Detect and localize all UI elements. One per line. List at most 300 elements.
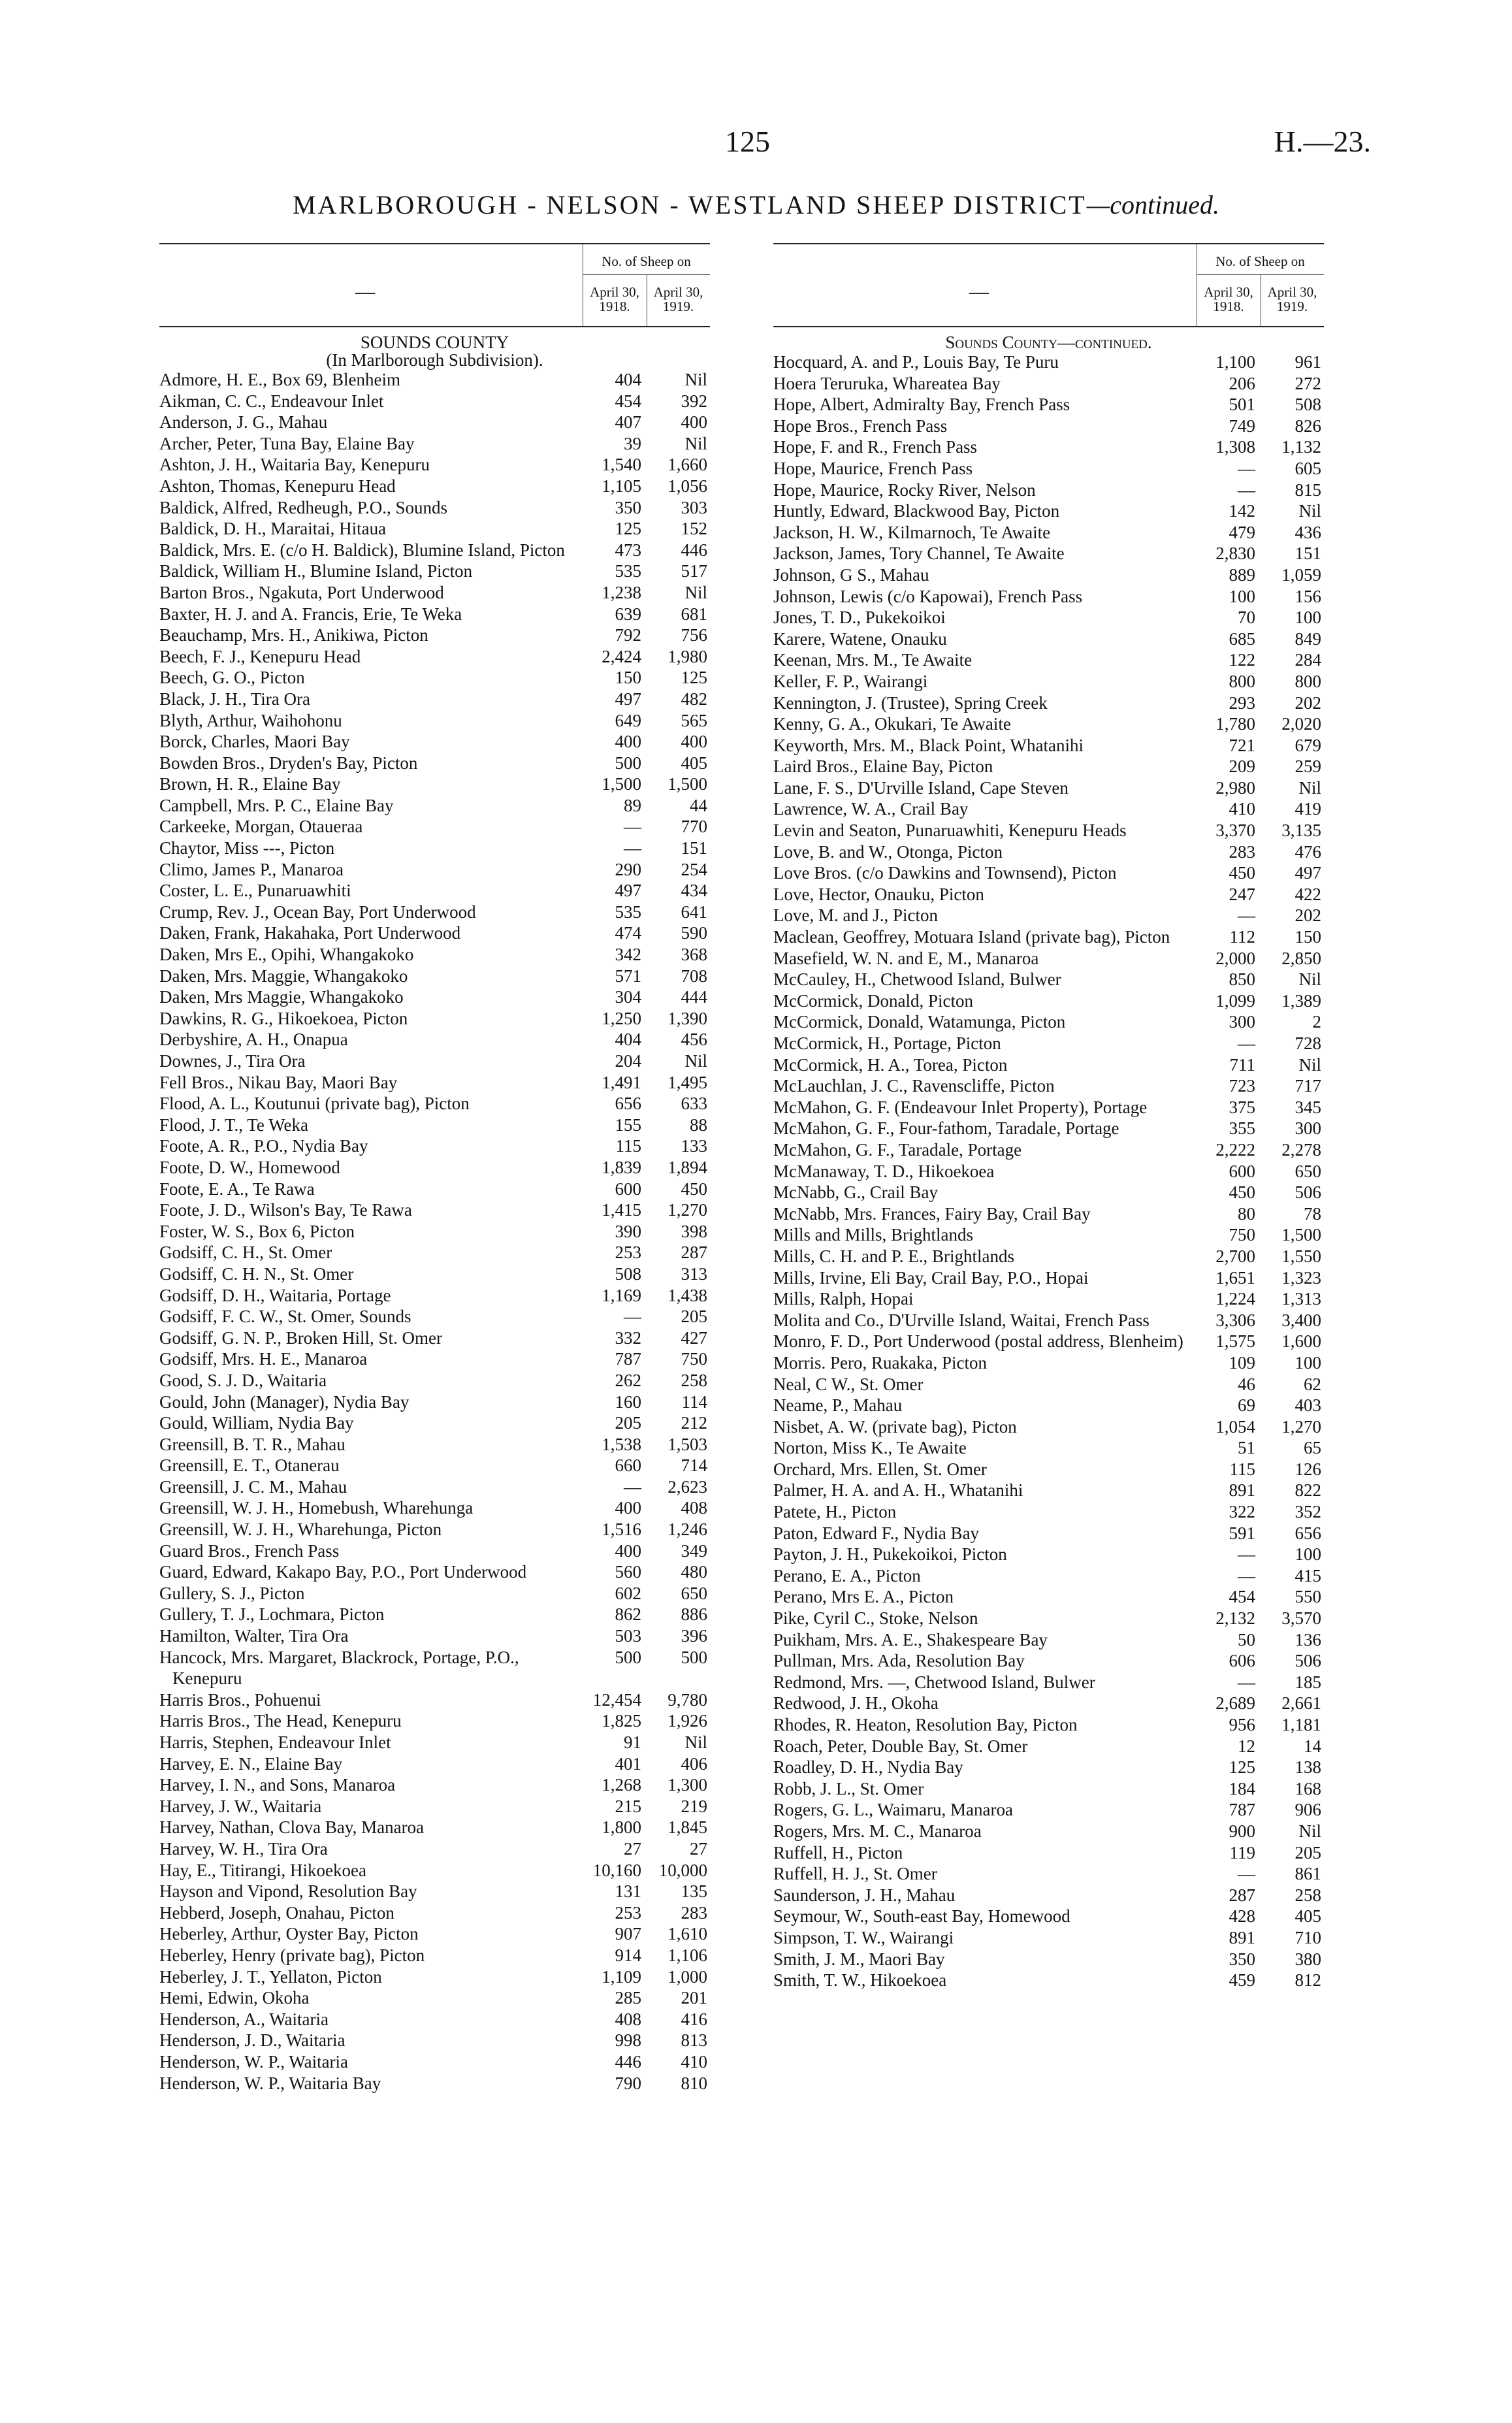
table-row [159,540,710,561]
owner-name: Good, S. J. D., Waitaria [159,1370,327,1390]
table-row [773,1054,1324,1076]
sheep-1918: 91 [624,1732,641,1752]
sheep-1918: 2,700 [1215,1246,1255,1266]
owner-name: Johnson, Lewis (c/o Kapowai), French Pass [773,586,1083,606]
owner-name: McCormick, H. A., Torea, Picton [773,1054,1008,1075]
sheep-1918: 2,000 [1215,948,1255,968]
table-row [773,1011,1324,1033]
sheep-1919: 10,000 [658,1860,707,1880]
table-row [159,1881,710,1902]
table-row [159,1583,710,1604]
sheep-1919: 1,600 [1281,1331,1321,1352]
owner-name: Harvey, E. N., Elaine Bay [159,1753,343,1774]
sheep-1918: 450 [1229,1182,1255,1203]
owner-name: Foote, D. W., Homewood [159,1157,340,1177]
sheep-1919: 9,780 [668,1689,707,1710]
owner-name: Love Bros. (c/o Dawkins and Townsend), Picton [773,863,1117,883]
table-row [159,1519,710,1540]
table-row [159,1604,710,1625]
owner-name: Climo, James P., Manaroa [159,859,344,879]
table-row [159,1860,710,1881]
sheep-1919: 906 [1295,1800,1321,1820]
sheep-1919: 506 [1295,1651,1321,1671]
sheep-1919: 456 [681,1030,707,1050]
sheep-1918: — [1238,1565,1255,1586]
owner-name: Foote, A. R., P.O., Nydia Bay [159,1136,368,1156]
table-row [159,1732,710,1753]
owner-name: Gullery, S. J., Picton [159,1583,305,1603]
owner-name: Blyth, Arthur, Waihohonu [159,710,342,730]
table-row [159,1263,710,1285]
sheep-1918: 497 [615,881,641,901]
sheep-1918: 400 [615,732,641,752]
owner-name: Crump, Rev. J., Ocean Bay, Port Underwood [159,902,476,922]
sheep-1918: — [1238,1544,1255,1565]
owner-name: Daken, Mrs Maggie, Whangakoko [159,987,404,1007]
table-row [773,1224,1324,1246]
sheep-1919: 500 [681,1647,707,1667]
table-row [159,1008,710,1030]
sheep-1919: 1,926 [668,1711,707,1731]
sheep-1919: 2,623 [668,1476,707,1497]
sheep-1919: 605 [1295,458,1321,478]
table-row [159,1327,710,1349]
sheep-1919: 303 [681,497,707,517]
owner-name: Heberley, J. T., Yellaton, Picton [159,1966,382,1987]
table-row [773,1501,1324,1523]
right-header-1919: April 30, 1919. [1267,284,1317,314]
owner-name: Pullman, Mrs. Ada, Resolution Bay [773,1651,1025,1671]
sheep-1919: 284 [1295,650,1321,670]
table-row [159,1072,710,1094]
left-table-header [159,243,710,327]
sheep-1918: 46 [1238,1374,1255,1394]
sheep-1918: 400 [615,1540,641,1561]
owner-name: Orchard, Mrs. Ellen, St. Omer [773,1459,987,1479]
owner-name: Hancock, Mrs. Margaret, Blackrock, Portage, P.O., Kenepuru [159,1647,519,1689]
sheep-1918: 1,105 [602,476,641,496]
left-header-1919: April 30, 1919. [653,284,703,314]
table-row [159,753,710,774]
owner-name: Daken, Frank, Hakahaka, Port Underwood [159,923,461,943]
sheep-1918: 1,825 [602,1711,641,1731]
sheep-1918: 408 [615,2009,641,2029]
owner-name: Love, B. and W., Otonga, Picton [773,841,1003,862]
sheep-1919: Nil [1298,501,1321,521]
table-row [773,394,1324,415]
sheep-1919: 1,389 [1281,990,1321,1011]
table-row [159,1945,710,1966]
table-row [773,1714,1324,1736]
owner-name: Campbell, Mrs. P. C., Elaine Bay [159,795,394,815]
table-row [159,1923,710,1945]
sheep-1918: 112 [1229,927,1255,947]
sheep-1918: 115 [1229,1459,1255,1479]
owner-name: Karere, Watene, Onauku [773,628,947,649]
sheep-1919: 1,300 [668,1775,707,1795]
table-row [773,1544,1324,1565]
owner-name: Hemi, Edwin, Okoha [159,1988,310,2008]
sheep-1918: 1,100 [1215,352,1255,372]
sheep-1918: 571 [615,966,641,986]
sheep-1918: 100 [1229,586,1255,606]
owner-name: Redmond, Mrs. —, Chetwood Island, Bulwer [773,1672,1095,1692]
sheep-1918: 119 [1229,1842,1255,1862]
sheep-1918: 956 [1229,1715,1255,1734]
owner-name: Norton, Miss K., Te Awaite [773,1438,967,1458]
table-row [773,841,1324,863]
sheep-1919: 44 [690,795,707,815]
table-row [773,862,1324,884]
sheep-1919: 656 [1295,1523,1321,1543]
right-table-header [773,243,1324,327]
table-row [773,1331,1324,1352]
owner-name: Baldick, Alfred, Redheugh, P.O., Sounds [159,497,447,517]
sheep-1918: — [1238,905,1255,926]
sheep-1918: 2,980 [1215,777,1255,798]
sheep-1918: 322 [1229,1502,1255,1522]
sheep-1919: 406 [681,1753,707,1774]
owner-name: Paton, Edward F., Nydia Bay [773,1523,980,1543]
table-row [159,2030,710,2051]
owner-name: Palmer, H. A. and A. H., Whatanihi [773,1480,1023,1501]
table-row [159,476,710,497]
sheep-1919: Nil [684,1051,707,1071]
sheep-1919: 27 [690,1838,707,1859]
sheep-1919: 770 [681,817,707,837]
left-header-dash: — [355,281,375,302]
sheep-1919: 62 [1304,1374,1321,1394]
sheep-1919: 258 [1295,1885,1321,1905]
sheep-1918: 446 [615,2051,641,2072]
table-row [773,436,1324,458]
sheep-1918: 160 [615,1391,641,1412]
owner-name: McLauchlan, J. C., Ravenscliffe, Picton [773,1076,1055,1096]
sheep-1919: Nil [684,370,707,389]
sheep-1919: 427 [681,1327,707,1348]
sheep-1919: 1,181 [1281,1715,1321,1734]
table-row [773,969,1324,990]
sheep-1919: 300 [1295,1118,1321,1139]
sheep-1918: 454 [615,391,641,411]
sheep-1919: 422 [1295,884,1321,904]
owner-name: Lawrence, W. A., Crail Bay [773,799,969,819]
owner-name: Levin and Seaton, Punaruawhiti, Kenepuru Heads [773,821,1127,841]
table-row [773,1310,1324,1331]
sheep-1918: 473 [615,540,641,560]
sheep-1919: 380 [1295,1949,1321,1969]
sheep-1919: 1,660 [668,455,707,475]
owner-name: Foote, E. A., Te Rawa [159,1179,315,1199]
sheep-1919: 1,313 [1281,1289,1321,1309]
table-row [159,1540,710,1562]
owner-name: Borck, Charles, Maori Bay [159,732,350,752]
sheep-1918: 300 [1229,1012,1255,1032]
owner-name: Derbyshire, A. H., Onapua [159,1030,348,1050]
sheep-1919: 1,270 [668,1200,707,1220]
owner-name: Keyworth, Mrs. M., Black Point, Whatanihi [773,735,1084,755]
sheep-1918: 109 [1229,1352,1255,1373]
sheep-1919: 679 [1295,735,1321,755]
owner-name: Harris Bros., The Head, Kenepuru [159,1711,402,1731]
sheep-1919: 254 [681,859,707,879]
table-row [773,1842,1324,1864]
table-row [159,1157,710,1179]
sheep-1918: 262 [615,1370,641,1390]
table-row [773,1821,1324,1842]
owner-name: Smith, J. M., Maori Bay [773,1949,945,1969]
table-row [159,902,710,923]
sheep-1918: 50 [1238,1629,1255,1650]
owner-name: Henderson, W. P., Waitaria Bay [159,2073,381,2093]
owner-name: Baxter, H. J. and A. Francis, Erie, Te Weka [159,604,462,624]
sheep-1919: 497 [1295,863,1321,883]
sheep-1919: 408 [681,1498,707,1518]
sheep-1918: 2,830 [1215,544,1255,564]
sheep-1919: 822 [1295,1480,1321,1501]
owner-name: Dawkins, R. G., Hikoekoea, Picton [159,1008,408,1028]
owner-name: Seymour, W., South-east Bay, Homewood [773,1906,1070,1927]
sheep-1918: 914 [615,1945,641,1965]
owner-name: Carkeeke, Morgan, Otaueraa [159,817,363,837]
sheep-1919: 728 [1295,1033,1321,1053]
owner-name: Foote, J. D., Wilson's Bay, Te Rawa [159,1200,412,1220]
sheep-1918: 1,109 [602,1966,641,1987]
table-row [773,1374,1324,1395]
table-row [159,795,710,817]
owner-name: Godsiff, Mrs. H. E., Manaroa [159,1349,368,1369]
owner-name: McCormick, H., Portage, Picton [773,1033,1001,1053]
table-row [159,1242,710,1263]
sheep-1918: 1,169 [602,1285,641,1305]
sheep-1918: 247 [1229,884,1255,904]
sheep-1919: Nil [684,433,707,453]
title-text: MARLBOROUGH - NELSON - WESTLAND SHEEP DISTRICT [292,190,1087,220]
owner-name: Rhodes, R. Heaton, Resolution Bay, Picton [773,1715,1078,1734]
table-row [159,667,710,689]
table-row [159,1135,710,1157]
owner-name: Masefield, W. N. and E, M., Manaroa [773,948,1039,968]
table-row [159,1838,710,1860]
table-row [773,1161,1324,1182]
owner-name: McCormick, Donald, Picton [773,990,973,1011]
sheep-1918: — [624,1307,641,1327]
sheep-1918: 639 [615,604,641,624]
owner-name: Jackson, James, Tory Channel, Te Awaite [773,544,1065,564]
table-row [773,1097,1324,1118]
left-header-1918: April 30, 1918. [590,284,639,314]
sheep-1918: 450 [1229,863,1255,883]
sheep-1919: 717 [1295,1076,1321,1096]
sheep-1918: 600 [615,1179,641,1199]
owner-name: Bowden Bros., Dryden's Bay, Picton [159,753,418,773]
sheep-1919: 78 [1304,1203,1321,1224]
sheep-1919: 517 [681,561,707,581]
sheep-1918: 723 [1229,1076,1255,1096]
table-row [773,1352,1324,1374]
table-row [773,564,1324,586]
table-row [159,1647,710,1689]
table-row [159,966,710,987]
sheep-1919: 287 [681,1243,707,1263]
table-row [773,1757,1324,1778]
table-row [159,1689,710,1711]
table-row [773,628,1324,650]
sheep-1918: 304 [615,987,641,1007]
owner-name: Jackson, H. W., Kilmarnoch, Te Awaite [773,522,1051,542]
sheep-1919: 136 [1295,1629,1321,1650]
sheep-1919: 1,503 [668,1434,707,1454]
sheep-1918: 998 [615,2030,641,2051]
table-row [159,2073,710,2094]
sheep-1918: 355 [1229,1118,1255,1139]
sheep-1919: 508 [1295,395,1321,415]
owner-name: Gould, William, Nydia Bay [159,1413,354,1433]
sheep-1918: 12,454 [592,1689,641,1710]
owner-name: Downes, J., Tira Ora [159,1051,306,1071]
owner-name: Harris Bros., Pohuenui [159,1689,321,1710]
sheep-1919: 14 [1304,1736,1321,1756]
sheep-1919: 410 [681,2051,707,2072]
sheep-1918: 591 [1229,1523,1255,1543]
sheep-1918: 3,370 [1215,821,1255,841]
owner-name: Heberley, Arthur, Oyster Bay, Picton [159,1924,419,1944]
left-column [159,243,710,2094]
sheep-1919: 476 [1295,841,1321,862]
table-row [159,391,710,412]
sheep-1919: 151 [681,838,707,858]
sheep-1918: 428 [1229,1906,1255,1927]
sheep-1919: 2,020 [1281,714,1321,734]
table-row [159,1306,710,1327]
sheep-1918: 660 [615,1455,641,1476]
owner-name: Barton Bros., Ngakuta, Port Underwood [159,582,444,602]
sheep-1919: 650 [1295,1161,1321,1181]
sheep-1918: 80 [1238,1203,1255,1224]
sheep-1918: 560 [615,1562,641,1582]
sheep-1919: 444 [681,987,707,1007]
owner-name: Fell Bros., Nikau Bay, Maori Bay [159,1072,398,1092]
owner-name: Godsiff, C. H., St. Omer [159,1243,332,1263]
sheep-1918: — [1238,1864,1255,1884]
owner-name: Foster, W. S., Box 6, Picton [159,1221,355,1241]
sheep-1918: 649 [615,710,641,730]
right-column [773,243,1324,1991]
owner-name: Hope, Albert, Admiralty Bay, French Pass [773,395,1070,415]
sheep-1918: 656 [615,1094,641,1114]
table-row [159,1497,710,1519]
sheep-1919: 135 [681,1881,707,1902]
owner-name: Roach, Peter, Double Bay, St. Omer [773,1736,1028,1756]
owner-name: Johnson, G S., Mahau [773,564,929,585]
sheep-1918: 122 [1229,650,1255,670]
table-row [159,1455,710,1476]
sheep-1919: 1,132 [1281,437,1321,457]
sheep-1919: 1,390 [668,1008,707,1028]
sheep-1919: 219 [681,1796,707,1816]
sheep-1919: Nil [1298,1054,1321,1075]
owner-name: Molita and Co., D'Urville Island, Waitai, French Pass [773,1310,1150,1330]
sheep-1918: 1,516 [602,1520,641,1540]
sheep-1918: 350 [615,497,641,517]
owner-name: Jones, T. D., Pukekoikoi [773,608,946,628]
sheep-1919: Nil [684,1732,707,1752]
owner-name: Keenan, Mrs. M., Te Awaite [773,650,973,670]
sheep-1918: 404 [615,370,641,389]
sheep-1918: 1,651 [1215,1267,1255,1288]
sheep-1919: 152 [681,519,707,539]
table-row [773,415,1324,437]
owner-name: Greensill, J. C. M., Mahau [159,1476,347,1497]
sheep-1918: 204 [615,1051,641,1071]
sheep-1918: 1,500 [602,774,641,794]
sheep-1918: 497 [615,689,641,709]
sheep-1919: 405 [681,753,707,773]
sheep-1919: 345 [1295,1097,1321,1117]
sheep-1919: 313 [681,1263,707,1284]
sheep-1919: 205 [681,1307,707,1327]
table-row [159,1796,710,1817]
owner-name: Payton, J. H., Pukekoikoi, Picton [773,1544,1007,1565]
table-row [773,1629,1324,1651]
owner-name: Anderson, J. G., Mahau [159,412,328,432]
table-row [773,735,1324,756]
table-row [773,671,1324,692]
owner-name: Maclean, Geoffrey, Motuara Island (private bag), Picton [773,927,1170,947]
sheep-1919: 349 [681,1540,707,1561]
section-heading-continued: Sounds County—continued. [945,333,1152,352]
table-row [773,884,1324,905]
sheep-1918: 283 [1229,841,1255,862]
sheep-1918: 206 [1229,373,1255,393]
sheep-1918: 89 [624,795,641,815]
sheep-1918: 891 [1229,1480,1255,1501]
owner-name: Mills and Mills, Brightlands [773,1225,974,1245]
sheep-1919: 813 [681,2030,707,2051]
table-row [773,1203,1324,1225]
owner-name: Monro, F. D., Port Underwood (postal address, Blenheim) [773,1331,1183,1352]
sheep-1918: 332 [615,1327,641,1348]
table-row [159,1710,710,1732]
sheep-1918: 749 [1229,415,1255,436]
table-row [773,1970,1324,1991]
owner-name: Roadley, D. H., Nydia Bay [773,1757,963,1778]
table-row [773,1075,1324,1097]
table-row [773,1693,1324,1714]
table-row [159,604,710,625]
owner-name: Perano, Mrs E. A., Picton [773,1587,954,1607]
sheep-1919: 150 [1295,927,1321,947]
sheep-1919: 1,106 [668,1945,707,1965]
sheep-1918: 1,839 [602,1157,641,1177]
sheep-1918: 125 [1229,1757,1255,1778]
sheep-1919: 416 [681,2009,707,2029]
table-row [773,1949,1324,1970]
table-row [773,1672,1324,1693]
owner-name: Laird Bros., Elaine Bay, Picton [773,756,993,777]
table-row [773,1480,1324,1501]
owner-name: Nisbet, A. W. (private bag), Picton [773,1416,1017,1437]
sheep-1919: 133 [681,1136,707,1156]
table-row [773,1459,1324,1480]
table-row [159,922,710,944]
sheep-1919: 1,000 [668,1966,707,1987]
sheep-1918: — [1238,1672,1255,1692]
table-row [159,710,710,732]
owner-name: Aikman, C. C., Endeavour Inlet [159,391,384,411]
sheep-1918: 342 [615,945,641,965]
table-row [773,373,1324,395]
